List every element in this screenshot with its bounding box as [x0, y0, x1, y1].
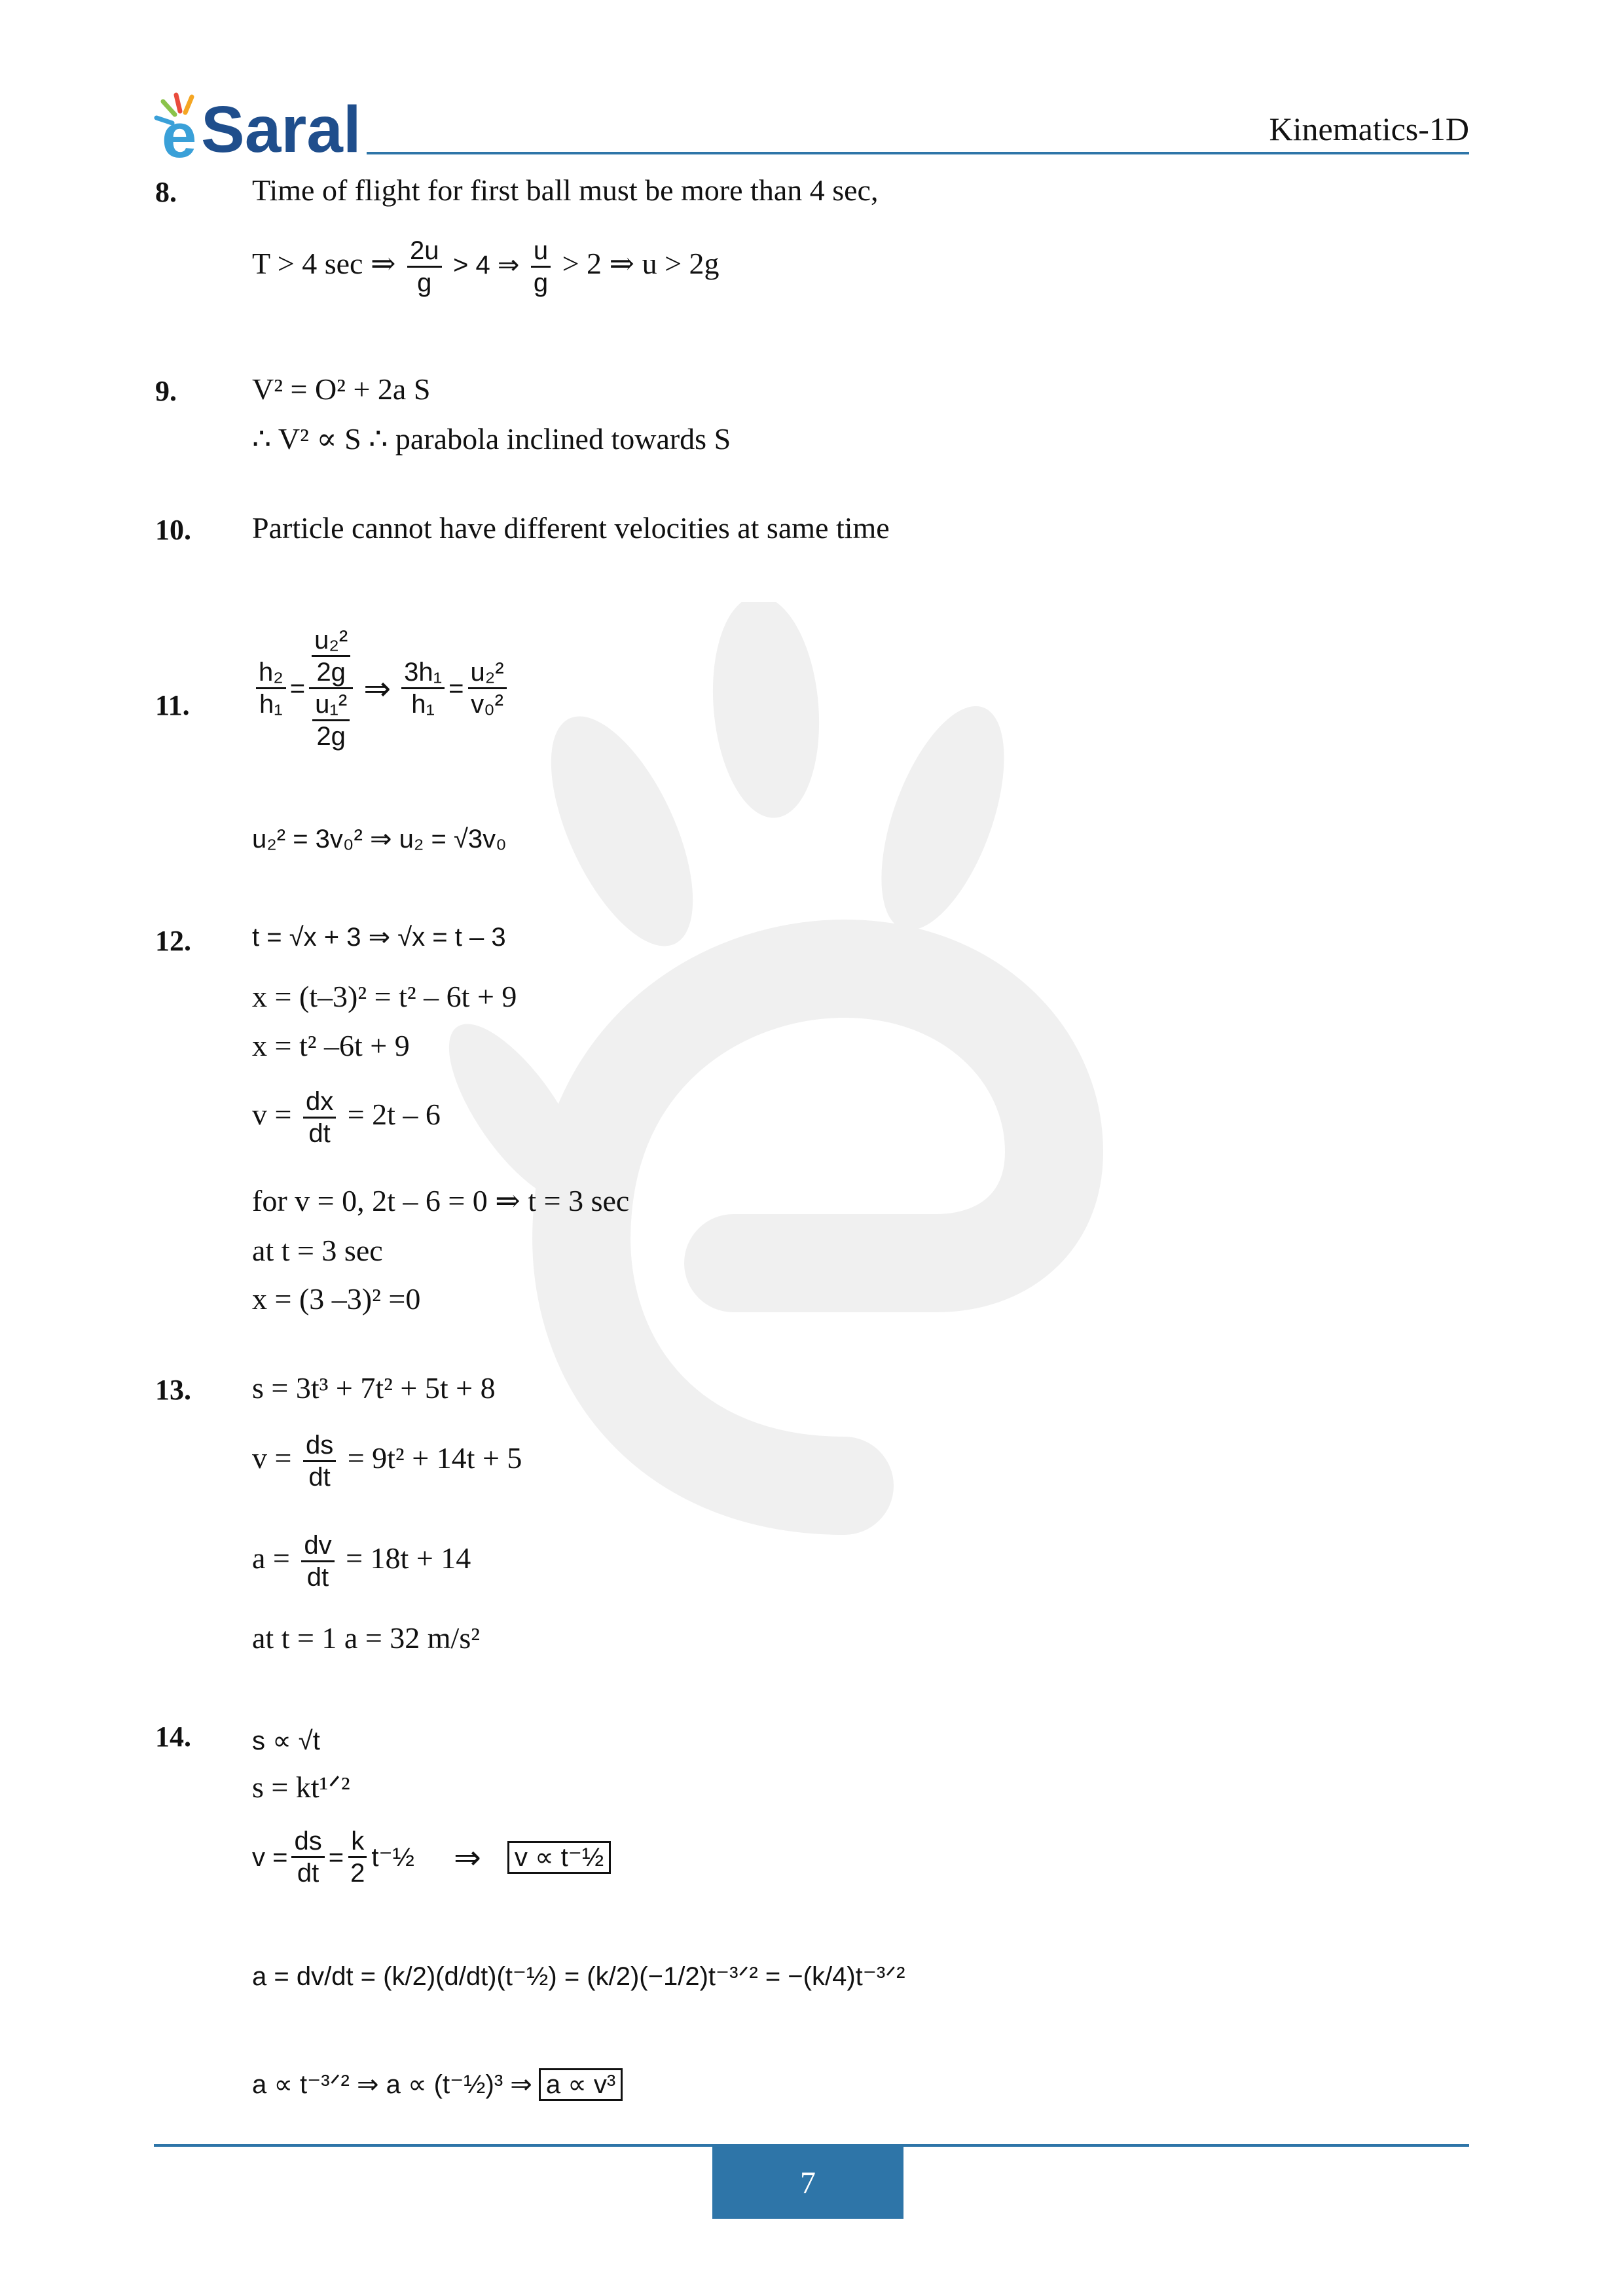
fraction: $\frac{dx}{dt}$ [303, 1086, 336, 1149]
q13-line1: s = 3t³ + 7t² + 5t + 8 [252, 1371, 496, 1405]
q12-line2: x = (t–3)² = t² – 6t + 9 [252, 980, 517, 1013]
question-number: 10. [155, 514, 191, 546]
question-number: 13. [155, 1374, 191, 1406]
fraction: $\frac{2u}{g}$ [407, 236, 442, 298]
q14-velocity: v = $\frac{ds}{dt}$ = $\frac{k}{2}$ t⁻½ ⇒ v ∝ t⁻½ [252, 1826, 611, 1888]
question-number: 14. [155, 1721, 191, 1753]
fraction: $\frac{\text{3h₁}}{\text{h₁}}$ [401, 657, 445, 719]
fraction: $\frac{\text{h₂}}{\text{h₁}}$ [256, 657, 286, 719]
watermark-hand-logo [426, 602, 1178, 1551]
q9-line1: V² = O² + 2a S [252, 372, 431, 406]
q8-text: Time of flight for first ball must be more than 4 sec, [252, 173, 879, 207]
page-number-box [712, 2147, 903, 2219]
q13-velocity: v = $\frac{ds}{dt}$ = 9t² + 14t + 5 [252, 1431, 522, 1492]
q13-acceleration: a = $\frac{dv}{dt}$ = 18t + 14 [252, 1531, 471, 1592]
q12-velocity: v = $\frac{dx}{dt}$ = 2t – 6 [252, 1087, 441, 1148]
boxed-result: a ∝ v³ [539, 2068, 623, 2101]
q11-line2: u₂² = 3v₀² ⇒ u₂ = √3v₀ [252, 825, 507, 853]
fraction: $\frac{ds}{dt}$ [303, 1430, 336, 1492]
logo-prefix: e [162, 101, 197, 171]
q14-last-line: a ∝ t⁻³ᐟ² ⇒ a ∝ (t⁻½)³ ⇒ a ∝ v³ [252, 2068, 623, 2101]
q8-equation: T > 4 sec ⇒ $\frac{2u}{g}$ > 4 ⇒ $\frac{u}{g}$ > 2 ⇒ u > 2g [252, 236, 720, 297]
q12-line1: t = √x + 3 ⇒ √x = t – 3 [252, 923, 506, 952]
boxed-result: v ∝ t⁻½ [507, 1841, 611, 1874]
q13-line4: at t = 1 a = 32 m/s² [252, 1621, 481, 1655]
question-number: 11. [155, 689, 190, 721]
question-number: 8. [155, 176, 177, 208]
fraction: $\frac{\text{u₂²}}{\text{v₀²}}$ [468, 657, 507, 719]
q12-line7: x = (3 –3)² =0 [252, 1282, 421, 1316]
q12-line5: for v = 0, 2t – 6 = 0 ⇒ t = 3 sec [252, 1184, 630, 1217]
compound-fraction: $\frac{\frac{\text{u₂²}}{2g}}{\frac{\text{u₁²}}{2g}}$ [309, 625, 353, 751]
header-rule [367, 152, 1469, 154]
logo-text: Saral [201, 93, 361, 166]
question-number: 9. [155, 375, 177, 407]
q12-line6: at t = 3 sec [252, 1234, 383, 1267]
question-number: 12. [155, 925, 191, 957]
fraction: $\frac{dv}{dt}$ [301, 1530, 334, 1592]
q14-acceleration: a = dv/dt = (k/2)(d/dt)(t⁻½) = (k/2)(−1/2)t⁻³ᐟ² = −(k/4)t⁻³ᐟ² [252, 1962, 905, 1991]
q11-equation: $\frac{\text{h₂}}{\text{h₁}}$ = $\frac{\frac{\text{u₂²}}{2g}}{\frac{\text{u₁²}}{2g}}$ ⇒ $\frac{\text{3h₁}}{\text{h₁}}$ = $\frac{\text{u₂²}}{\text{v₀²}}$ [252, 625, 511, 751]
q10-text: Particle cannot have different velocities at same time [252, 511, 890, 545]
fraction: $\frac{ds}{dt}$ [291, 1826, 324, 1888]
q12-line3: x = t² –6t + 9 [252, 1029, 410, 1062]
fraction: $\frac{k}{2}$ [348, 1826, 367, 1888]
fraction: $\frac{u}{g}$ [531, 236, 551, 298]
q14-line2: s = kt¹ᐟ² [252, 1770, 350, 1804]
q9-line2: ∴ V² ∝ S ∴ parabola inclined towards S [252, 422, 731, 456]
q14-line1: s ∝ √t [252, 1727, 320, 1755]
page-number: 7 [800, 2165, 816, 2200]
page-title: Kinematics-1D [1269, 111, 1469, 147]
